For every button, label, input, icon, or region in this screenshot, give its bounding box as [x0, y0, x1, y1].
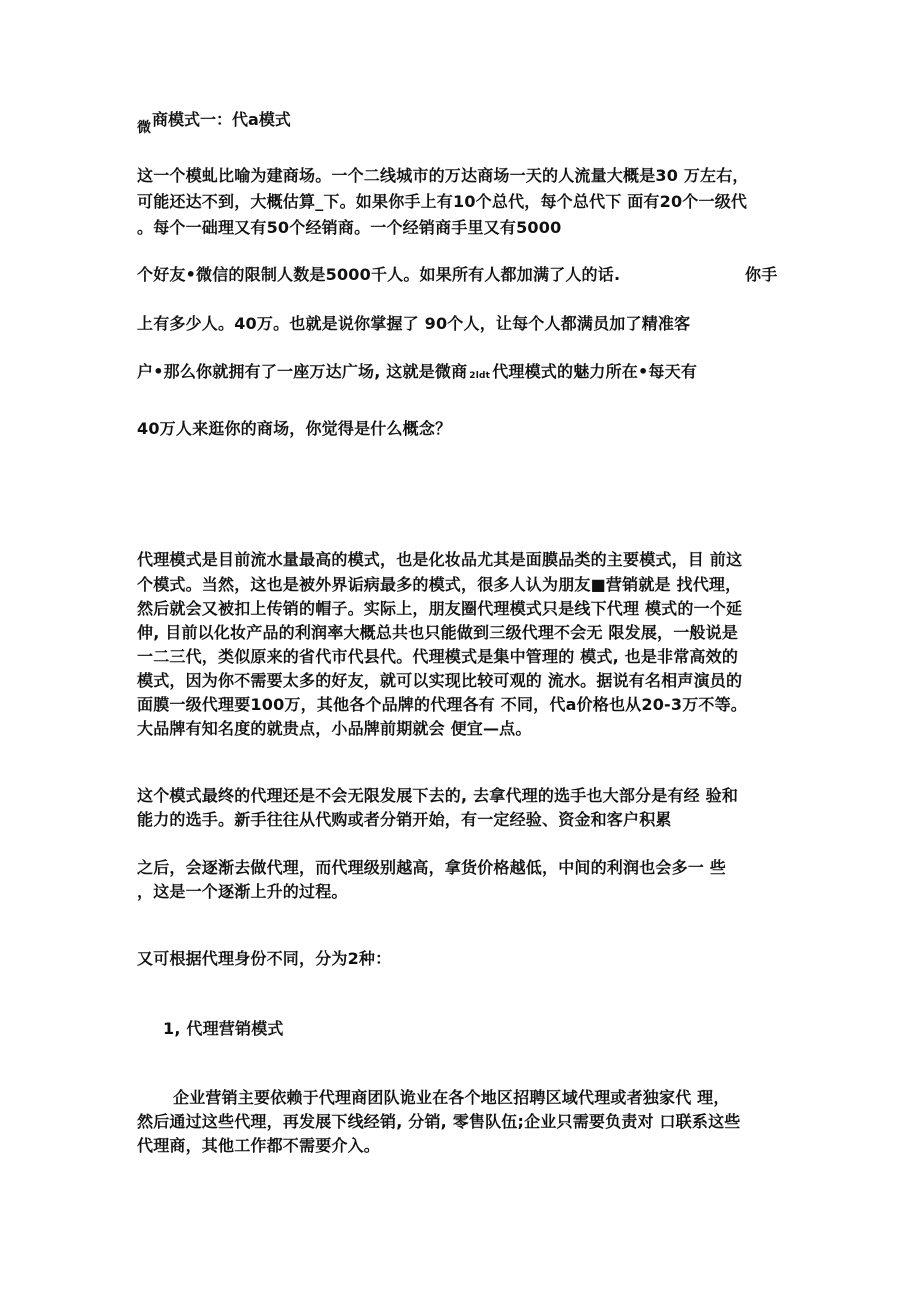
- line-text-left: 户•那么你就拥有了一座万达广场, 这就是微商: [137, 362, 468, 381]
- paragraph-line: ，这是一个逐渐上升的过程。: [137, 882, 348, 901]
- paragraph-line: 可能还达不到，大概估算_下。如果你手上有10个总代，每个总代下 面有20个一级代: [137, 192, 748, 211]
- heading-prefix: 微: [137, 120, 151, 136]
- subheading: [163, 1018, 284, 1040]
- paragraph-line: 代理模式是目前流水量最高的模式，也是化妆品尤其是面膜品类的主要模式，目 前这: [137, 550, 743, 569]
- paragraph-line: 企业营销主要依赖于代理商团队诡业在各个地区招聘区域代理或者独家代 理，: [173, 1088, 730, 1107]
- subheading-number: 1: [163, 1019, 175, 1038]
- paragraph-line: 之后，会逐渐去做代理，而代理级别越高，拿货价格越低，中间的利润也会多一 些: [137, 858, 726, 877]
- paragraph-line: 上有多少人。40万。也就是说你掌握了 90个人，让每个人都满员加了精准客: [137, 314, 691, 333]
- paragraph-line: 又可根据代理身份不同，分为2种：: [137, 949, 392, 968]
- paragraph-line: 伸, 目前以化妆产品的利润率大概总共也只能做到三级代理不会无 限发展，一般说是: [137, 623, 739, 642]
- paragraph-line: 个模式。当然，这也是被外界诟病最多的模式，很多人认为朋友■营销就是 找代理，: [137, 575, 742, 594]
- paragraph-line: [137, 361, 697, 384]
- paragraph-line: 面膜一级代理要100万，其他各个品牌的代理各有 不同，代a价格也从20-3万不等。: [137, 695, 748, 714]
- paragraph-line: 模式，因为你不需要太多的好友，就可以实现比较可观的 流水。据说有名相声演员的: [137, 671, 743, 690]
- paragraph-line: 大品牌有知名度的就贵点，小品牌前期就会 便宜—点。: [137, 719, 532, 738]
- paragraph-line: 这一个模虬比喻为建商场。一个二线城市的万达商场一天的人流量大概是30 万左右，: [137, 166, 749, 185]
- paragraph-line: 40万人来逛你的商场，你觉得是什么概念？: [137, 419, 452, 438]
- paragraph-line: [137, 264, 620, 286]
- paragraph-line: 能力的选手。新手往往从代购或者分销开始，有一定经验、资金和客户积累: [137, 810, 672, 829]
- paragraph-line: 然后通过这些代理，再发展下线经销, 分销, 零售队伍;企业只需要负责对 口联系这些: [137, 1112, 741, 1131]
- line-text-right: 你手: [745, 265, 778, 284]
- paragraph-line: 代理商，其他工作都不需要介入。: [137, 1136, 381, 1155]
- line-text-right: 代理模式的魅力所在•每天有: [492, 362, 698, 381]
- line-text-left: 个好友•微信的限制人数是5000千人。如果所有人都加满了人的话.: [137, 265, 621, 284]
- paragraph-line: 。每个一础理又有50个经销商。一个经销商手里又有5000: [137, 218, 562, 237]
- subheading-text: , 代理营销模式: [174, 1019, 284, 1038]
- paragraph-line: 然后就会又被扣上传销的帽子。实际上，朋友圈代理模式只是线下代理 模式的一个延: [137, 599, 743, 618]
- heading-text: 商模式一：代a模式: [152, 110, 291, 129]
- inline-mark: 2ldt: [469, 370, 491, 381]
- paragraph-line: 这个模式最终的代理还是不会无限发展下去的, 去拿代理的选手也大部分是有经 验和: [137, 786, 739, 805]
- heading: [137, 109, 291, 136]
- paragraph-line: 一二三代，类似原来的省代市代县代。代理模式是集中管理的 模式, 也是非常高效的: [137, 647, 739, 666]
